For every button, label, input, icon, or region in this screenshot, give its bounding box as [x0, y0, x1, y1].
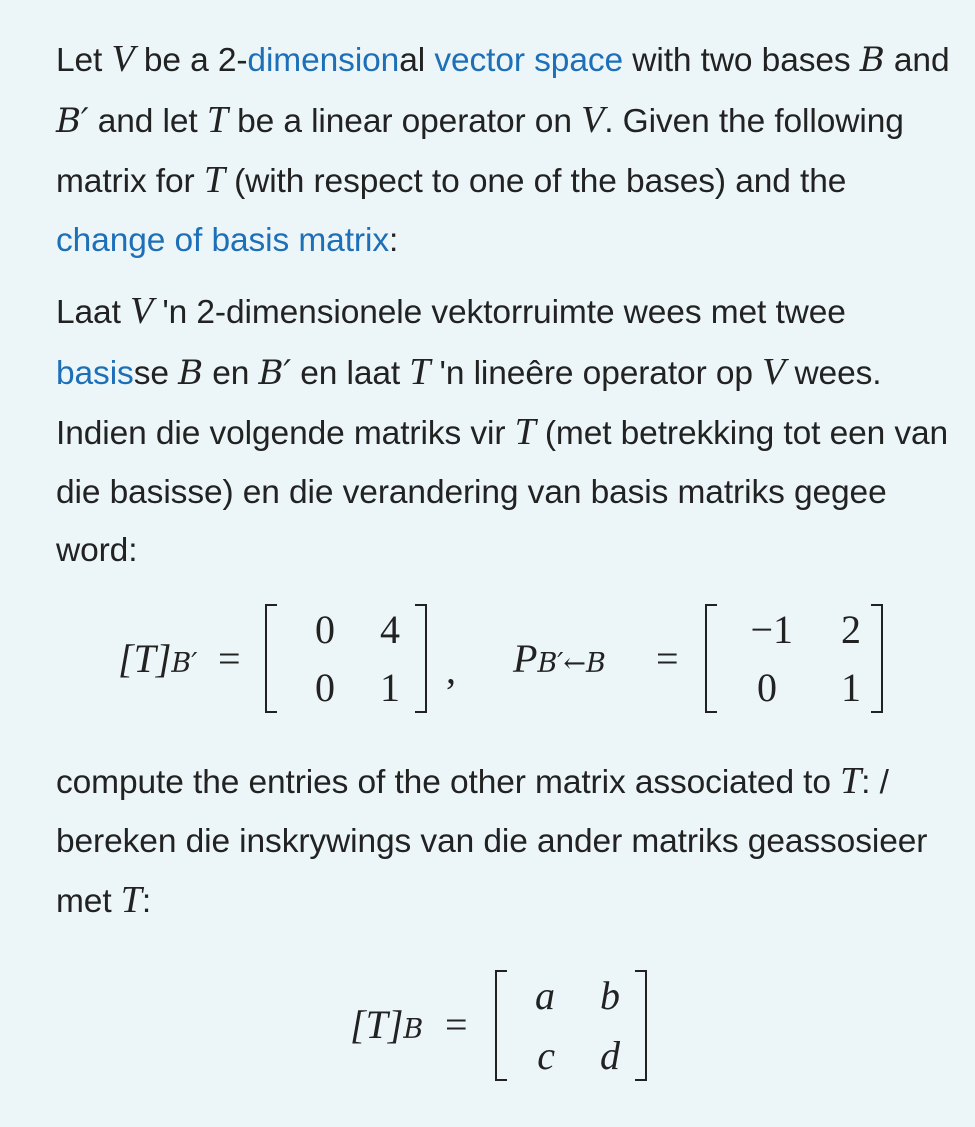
- math-t: T: [840, 760, 862, 802]
- math-t: T: [409, 350, 431, 393]
- text: wees. Indien die volgende matriks vir: [56, 354, 882, 452]
- text: en laat: [291, 354, 410, 392]
- equals-sign: =: [218, 636, 241, 681]
- p-symbol: P: [513, 636, 538, 681]
- left-bracket: [265, 604, 277, 713]
- text: : / bereken die inskrywings van die ander matriks geassosieer met: [56, 764, 928, 920]
- text: compute the entries of the other matrix associated to: [56, 764, 841, 801]
- right-bracket: [871, 604, 883, 713]
- math-basis-b: B: [178, 352, 203, 393]
- text: en: [203, 354, 259, 392]
- text: Laat: [56, 294, 131, 331]
- math-t: T: [206, 98, 228, 141]
- text: be a 2-: [134, 42, 248, 79]
- matrix-cell-b: b: [600, 973, 620, 1018]
- text: and let: [88, 102, 207, 140]
- matrix-cell: 2: [841, 607, 861, 652]
- instruction-paragraph: [56, 752, 956, 932]
- matrix-cell: 4: [380, 607, 400, 652]
- text: 'n lineêre operator op: [430, 354, 763, 392]
- text: with two bases: [623, 42, 860, 79]
- matrix-t-b-prime: [265, 604, 427, 714]
- matrix-t-b: [495, 970, 647, 1082]
- text: and: [884, 42, 950, 79]
- text: al: [399, 42, 435, 79]
- math-t: T: [120, 879, 142, 921]
- comma: ,: [446, 647, 456, 692]
- t-bracket: [T]: [118, 636, 172, 681]
- text: se: [133, 354, 179, 392]
- matrix-cell-c: c: [537, 1033, 555, 1078]
- question-paragraph-afrikaans: [56, 282, 956, 581]
- right-bracket: [415, 604, 427, 713]
- matrix-cell: 0: [315, 607, 335, 652]
- math-v: V: [581, 98, 605, 141]
- text: (met betrekking tot een van die basisse) en die verandering van basis matriks gegee word:: [56, 415, 949, 569]
- change-of-basis-label: [513, 636, 606, 684]
- matrix-cell: 1: [841, 665, 861, 710]
- link-dimension[interactable]: dimension: [247, 42, 400, 79]
- math-basis-b-prime: B′: [258, 352, 291, 393]
- math-v: V: [130, 290, 154, 332]
- subscript-b-prime: B′: [171, 648, 198, 679]
- left-bracket: [705, 604, 717, 713]
- right-bracket: [635, 970, 647, 1081]
- text: . Given the following matrix for: [56, 102, 904, 200]
- problem-panel: [56, 30, 956, 581]
- math-v: V: [111, 38, 135, 80]
- text: 'n 2-dimensionele vektorruimte wees met twee: [153, 294, 846, 331]
- matrix-cell: 0: [757, 665, 777, 710]
- matrix-p-b-prime-b: [705, 604, 883, 714]
- link-basis[interactable]: basis: [56, 354, 134, 392]
- link-change-of-basis-matrix[interactable]: change of basis matrix: [56, 221, 389, 259]
- text: :: [388, 221, 399, 259]
- math-v: V: [762, 350, 786, 393]
- matrix-cell-d: d: [600, 1033, 620, 1078]
- math-basis-b: B: [859, 40, 885, 80]
- text: be a linear operator on: [227, 102, 582, 140]
- math-t: T: [514, 411, 536, 453]
- text: :: [141, 883, 152, 920]
- matrix-t-b-label: [350, 1002, 424, 1050]
- text: (with respect to one of the bases) and the: [224, 163, 847, 200]
- equals-sign: =: [445, 1002, 468, 1047]
- link-vector-space[interactable]: vector space: [434, 42, 624, 79]
- left-bracket: [495, 970, 507, 1081]
- text: Let: [56, 42, 112, 79]
- question-paragraph-english: [56, 30, 956, 270]
- matrix-cell: 1: [380, 665, 400, 710]
- matrix-cell: 0: [315, 665, 335, 710]
- matrix-cell-a: a: [535, 973, 555, 1018]
- matrix-t-b-prime-label: [118, 636, 198, 684]
- matrix-cell: −1: [750, 607, 793, 652]
- subscript-b-prime-from-b: B′←B: [537, 648, 606, 679]
- math-t: T: [203, 159, 225, 201]
- math-basis-b-prime: B′: [56, 100, 89, 141]
- equals-sign: =: [656, 636, 679, 681]
- subscript-b: B: [403, 1014, 424, 1045]
- t-bracket: [T]: [350, 1002, 404, 1047]
